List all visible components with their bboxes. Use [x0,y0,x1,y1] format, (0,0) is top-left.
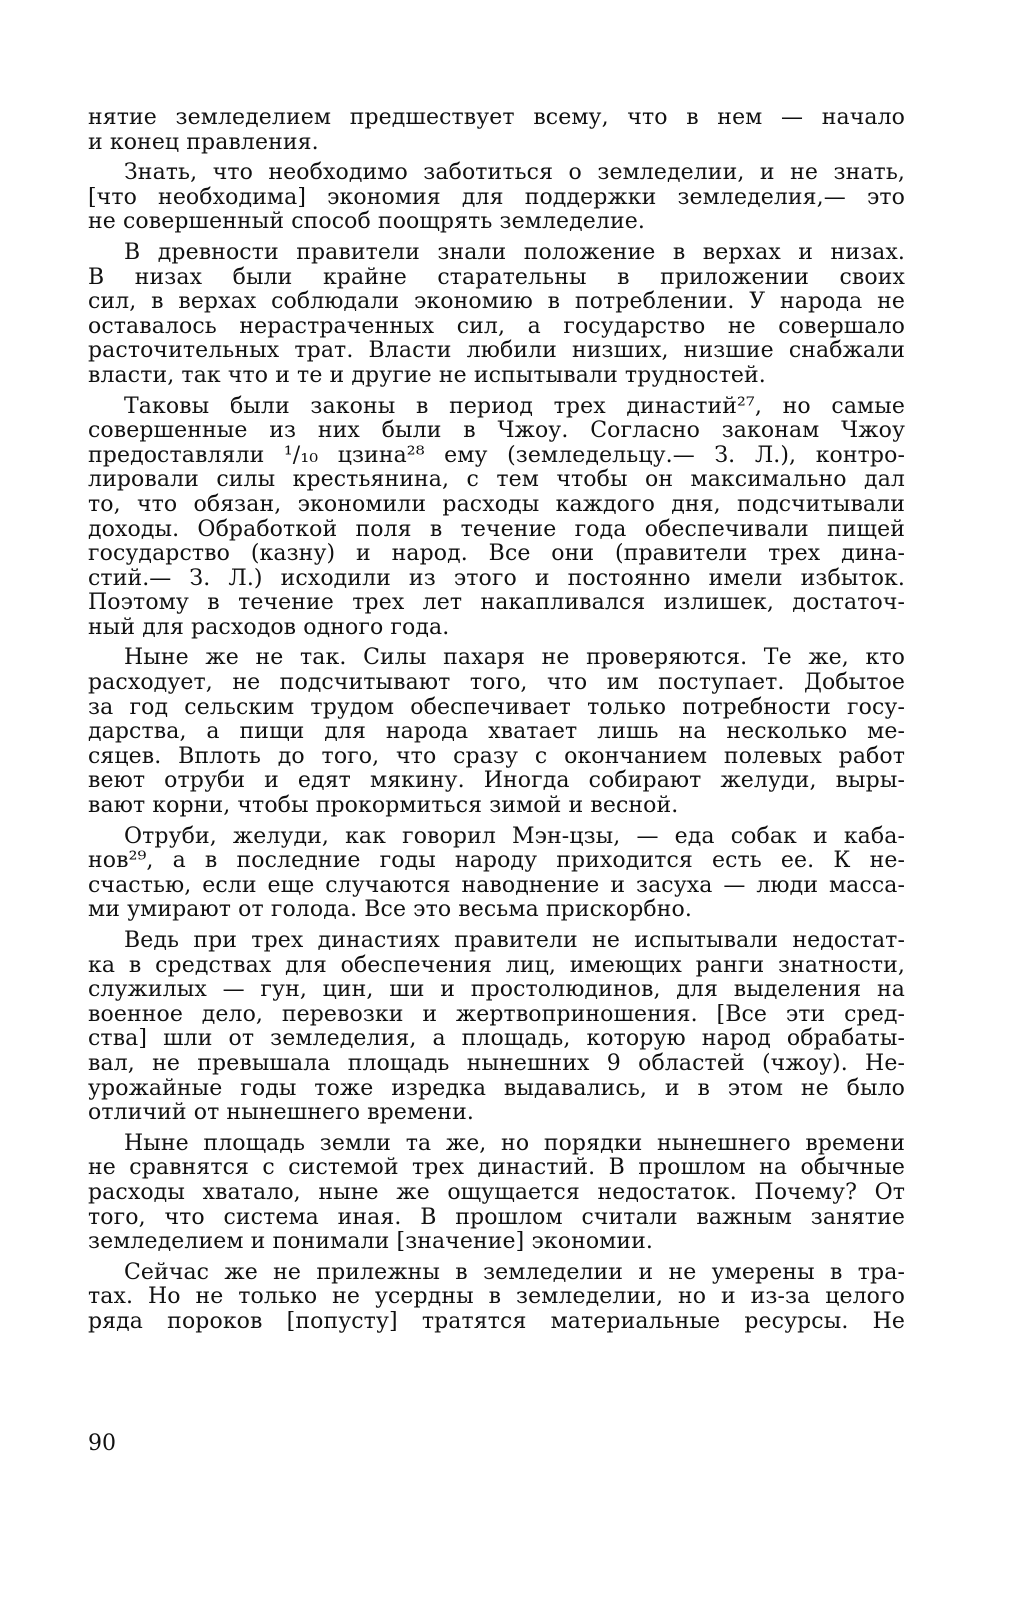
text-line: Ведь при трех династиях правители не испытывали недостат- [124,928,905,953]
paragraph [88,106,905,155]
text-line: за год сельским трудом обеспечивает только потребности госу- [88,694,905,720]
text-line: урожайные годы тоже изредка выдавались, и в этом не было [88,1075,905,1101]
text-line: В древности правители знали положение в верхах и низах. [124,239,905,265]
text-line: сил, в верхах соблюдали экономию в потреблении. У народа не [88,289,905,315]
text-line: дарства, а пищи для народа хватает лишь на несколько ме- [88,719,905,745]
text-line: и конец правления. [88,129,319,155]
paragraph [88,395,905,641]
text-line: нятие земледелием предшествует всему, что в нем — начало [88,105,905,130]
text-line: то, что обязан, экономили расходы каждого дня, подсчитывали [88,491,905,517]
text-line: Ныне же не так. Силы пахаря не проверяются. Те же, кто [124,645,905,671]
paragraph [88,929,905,1126]
paragraph [88,161,905,235]
text-line: расточительных трат. Власти любили низших, низшие снабжали [88,338,905,364]
text-line: расходы хватало, ныне же ощущается недостаток. Почему? От [88,1179,905,1205]
text-line: не сравнятся с системой трех династий. В прошлом на обычные [88,1155,905,1181]
text-line: государство (казну) и народ. Все они (правители трех дина- [88,541,905,567]
text-line: Сейчас же не прилежны в земледелии и не умерены в тра- [124,1259,905,1285]
text-line: лировали силы крестьянина, с тем чтобы он максимально дал [88,467,905,493]
paragraph [88,825,905,923]
text-line: отличий от нынешнего времени. [88,1100,474,1126]
text-line: земледелием и понимали [значение] экономии. [88,1229,654,1255]
text-line: нов²⁹, а в последние годы народу приходится есть ее. К не- [88,848,905,874]
page-number: 90 [88,1431,116,1456]
text-line: предоставляли ¹/₁₀ цзина²⁸ ему (земледельцу.— З. Л.), контро- [88,442,905,468]
text-line: ка в средствах для обеспечения лиц, имеющих ранги знатности, [88,952,905,978]
text-line: вал, не превышала площадь нынешних 9 областей (чжоу). Не- [88,1050,905,1076]
text-line: В низах были крайне старательны в приложении своих [88,264,905,290]
text-line: ный для расходов одного года. [88,614,450,640]
paragraph [88,646,905,818]
text-line: совершенные из них были в Чжоу. Согласно законам Чжоу [88,418,905,444]
text-line: ства] шли от земледелия, а площадь, которую народ обрабаты- [88,1026,905,1052]
text-line: Ныне площадь земли та же, но порядки нынешнего времени [124,1130,905,1156]
text-line: ми умирают от голода. Все это весьма прискорбно. [88,897,692,923]
text-line: расходует, не подсчитывают того, что им поступает. Добытое [88,670,905,696]
text-line: доходы. Обработкой поля в течение года обеспечивали пищей [88,516,905,542]
text-line: Таковы были законы в период трех династий²⁷, но самые [124,393,905,419]
text-line: Знать, что необходимо заботиться о земледелии, и не знать, [124,160,905,186]
paragraph [88,241,905,389]
text-line: власти, так что и те и другие не испытывали трудностей. [88,362,766,388]
text-line: ряда пороков [попусту] тратятся материальные ресурсы. Не [88,1308,905,1334]
text-line: веют отруби и едят мякину. Иногда собирают желуди, выры- [88,768,905,794]
text-line: Поэтому в течение трех лет накапливался излишек, достаточ- [88,590,905,616]
text-line: сяцев. Вплоть до того, что сразу с окончанием полевых работ [88,743,905,769]
text-line: Отруби, желуди, как говорил Мэн-цзы, — еда собак и каба- [124,823,905,849]
text-line: военное дело, перевозки и жертвоприношения. [Все эти сред- [88,1001,905,1027]
paragraph [88,1261,905,1335]
text-line: вают корни, чтобы прокормиться зимой и весной. [88,793,679,819]
paragraph [88,1132,905,1255]
text-line: не совершенный способ поощрять земледелие. [88,209,645,235]
text-line: тах. Но не только не усердны в земледелии, но и из-за целого [88,1284,905,1310]
text-line: служилых — гун, цин, ши и простолюдинов, для выделения на [88,977,905,1003]
text-line: стий.— З. Л.) исходили из этого и постоянно имели избыток. [88,565,905,591]
text-body [88,106,905,1335]
text-line: счастью, если еще случаются наводнение и засуха — люди масса- [88,872,905,898]
text-line: оставалось нерастраченных сил, а государство не совершало [88,313,905,339]
text-line: [что необходима] экономия для поддержки земледелия,— это [88,184,905,210]
text-line: того, что система иная. В прошлом считали важным занятие [88,1204,905,1230]
